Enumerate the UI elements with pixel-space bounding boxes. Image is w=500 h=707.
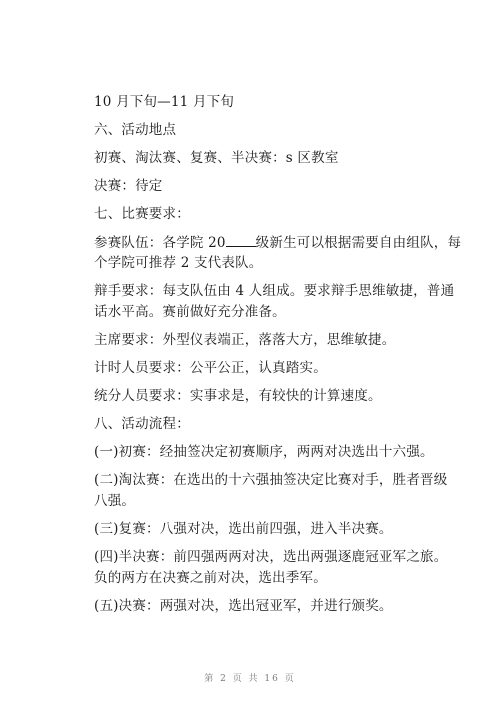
team-requirement-line <box>94 233 461 252</box>
process-semifinal-continuation: 负的两方在决赛之前对决，选出季军。 <box>94 570 327 586</box>
location-preliminary-line: 初赛、淘汰赛、复赛、半决赛：s 区教室 <box>94 150 339 166</box>
team-requirement-continuation: 个学院可推荐 2 支代表队。 <box>94 255 263 271</box>
section-heading-requirements: 七、比赛要求： <box>94 206 190 222</box>
process-rematch-line: (三)复赛：八强对决，选出前四强，进入半决赛。 <box>94 521 393 537</box>
scorer-requirement-line: 统分人员要求：实事求是，有较快的计算速度。 <box>94 388 382 404</box>
section-heading-process: 八、活动流程： <box>94 416 190 432</box>
blank-underline <box>226 233 256 247</box>
process-semifinal-line: (四)半决赛：前四强两两对决，选出两强逐鹿冠亚军之旅。 <box>94 549 448 565</box>
debater-requirement-continuation: 话水平高。赛前做好充分准备。 <box>94 304 286 320</box>
process-knockout-line: (二)淘汰赛：在选出的十六强抽签决定比赛对手，胜者晋级 <box>94 472 448 488</box>
location-final-line: 决赛：待定 <box>94 178 163 194</box>
schedule-date-line: 10 月下旬—11 月下旬 <box>94 94 235 110</box>
section-heading-location: 六、活动地点 <box>94 122 177 138</box>
chair-requirement-line: 主席要求：外型仪表端正，落落大方，思维敏捷。 <box>94 332 396 348</box>
page-number-footer: 第 2 页 共 16 页 <box>204 674 296 684</box>
debater-requirement-line: 辩手要求：每支队伍由 4 人组成。要求辩手思维敏捷，普通 <box>94 283 455 299</box>
timekeeper-requirement-line: 计时人员要求：公平公正，认真踏实。 <box>94 360 327 376</box>
team-requirement-text-b: 级新生可以根据需要自由组队，每 <box>255 235 462 251</box>
process-preliminary-line: (一)初赛：经抽签决定初赛顺序，两两对决选出十六强。 <box>94 444 434 460</box>
process-knockout-continuation: 八强。 <box>94 493 136 509</box>
process-final-line: (五)决赛：两强对决，选出冠亚军，并进行颁奖。 <box>94 598 393 614</box>
team-requirement-text-a: 参赛队伍：各学院 20 <box>94 235 226 251</box>
